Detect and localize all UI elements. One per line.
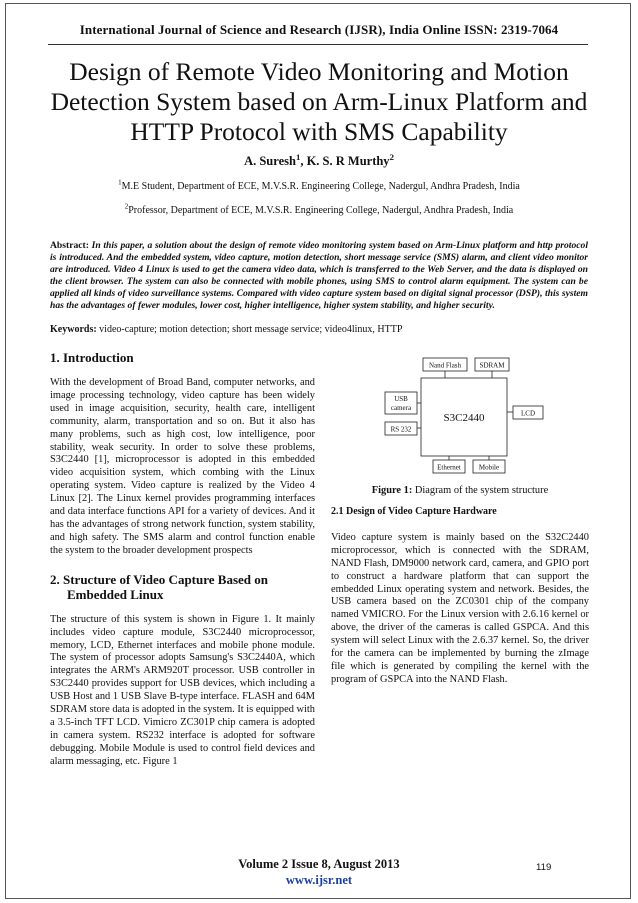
diagram-label-lcd: LCD (521, 409, 535, 418)
figure-1-caption-text: Diagram of the system structure (414, 485, 549, 496)
keywords (50, 324, 588, 335)
diagram-label-rs232: RS 232 (390, 425, 412, 434)
section-hardware-text: Video capture system is mainly based on the S32C2440 microprocessor, which is connected with the SDRAM, NAND Flash, DM9000 network card, camera, and GPIO port to construct a hardware platform that can support the embedded Linux operating system and network. Besides, the USB camera based on the ZC0301 chip of the company named VMICRO. For the Linux version with 2.6.16 kernel or above, the driver of the cameras is called GSPCA. And this system will select Linux with the 2.6.37 kernel. So, the driver for the camera can be implemented by burning the zImage file which is generated by compiling the kernel with the program of GSPCA into the NAND Flash. (331, 531, 589, 685)
author-2: K. S. R Murthy (306, 154, 390, 168)
figure-1-caption (331, 485, 589, 496)
footer-volume: Volume 2 Issue 8, August 2013 (238, 857, 400, 871)
section-introduction-text: With the development of Broad Band, computer networks, and image processing technology, video capture has been widely used in image acquisition, security, health care, intelligent community, alarm, transportation and so on. But it also has many problems, such as high cost, low intelligence, poor stability, weak security. In order to solve these problems, S3C2440 [1], microprocessor is adopted in this embedded video acquisition system, which combing with the Linux operating system. Video capture is realized by the Video 4 Linux [2]. The Linux kernel provides programming interfaces and data interface functions API for a variety of devices. And it has the advantages of strong network function, system stability, and high safety. The SMS alarm and control function enable the system to the broader development prospects (50, 377, 315, 556)
affiliation-2-text: Professor, Department of ECE, M.V.S.R. Engineering College, Nadergul, Andhra Pradesh, India (128, 205, 514, 216)
right-column (331, 506, 589, 701)
diagram-label-ethernet: Ethernet (437, 463, 461, 472)
abstract (50, 240, 588, 313)
section-structure-text: The structure of this system is shown in Figure 1. It mainly includes video capture module, S3C2440 microprocessor, memory, LCD, Ethernet interfaces and mobile phone module. The system of processor adopts Samsung's S3C2440A, which integrates the ARM's ARM920T processor. USB controller in S3C2440 provides support for USB devices, which including a USB Host and 1 USB Slave B-type interface. FLASH and 64M SDRAM store data is adopted in the system. It is equipped with a 3.5-inch TFT LCD. Vimicro ZC301P chip camera is adopted in camera system. RS232 interface is adopted for software debugging. Mobile Module is used to control field devices and alarm messaging, etc. Figure 1 (50, 613, 315, 767)
author-2-sup: 2 (389, 151, 394, 162)
section-structure-heading: 2. Structure of Video Capture Based on Embedded Linux (50, 571, 268, 602)
affiliation-2-sup: 2 (124, 202, 129, 211)
paper-title: Design of Remote Video Monitoring and Motion Detection System based on Arm-Linux Platform and HTTP Protocol with SMS Capability (50, 57, 588, 146)
affiliation-1 (0, 178, 638, 192)
author-separator: , (300, 154, 307, 168)
affiliation-1-text: M.E Student, Department of ECE, M.V.S.R. Engineering College, Nadergul, Andhra Pradesh, India (121, 181, 520, 192)
journal-header: International Journal of Science and Research (IJSR), India Online ISSN: 2319-7064 (79, 22, 559, 37)
figure-1-label: Figure 1: (371, 485, 413, 496)
header-rule (48, 44, 588, 45)
page-number: 119 (536, 862, 552, 873)
abstract-label: Abstract: (50, 240, 89, 251)
diagram-label-camera: camera (390, 404, 412, 412)
diagram-label-nand-flash: Nand Flash (428, 361, 462, 370)
diagram-label-mobile: Mobile (478, 463, 500, 472)
section-introduction-heading: 1. Introduction (50, 350, 134, 365)
left-column (50, 350, 315, 783)
keywords-label: Keywords: (50, 324, 97, 335)
author-1: A. Suresh (244, 154, 296, 168)
diagram-label-cpu: S3C2440 (443, 412, 485, 424)
diagram-label-usb: USB (394, 395, 408, 403)
system-structure-diagram (383, 356, 563, 476)
authors (0, 151, 638, 169)
abstract-text: In this paper, a solution about the design of remote video monitoring system based on Arm-Linux platform and http protocol is introduced. And the embedded system, video capture, motion detection, short message service (SMS) alarm, and client video monitor are introduced. Video 4 Linux is used to get the camera video data, which is transferred to the Web Server, and the data is displayed on the client browser. The system can also be connected with mobile phones, using SMS to control alarm equipment. The system can be applied all kinds of video surveillance systems. Compared with video capture system based on digital signal processor (DSP), this system has the advantages of fewer modules, lower cost, higher intelligence, higher system stability, and higher security. (50, 240, 588, 312)
keywords-text: video-capture; motion detection; short message service; video4linux, HTTP (99, 324, 403, 335)
author-1-sup: 1 (295, 151, 301, 162)
affiliation-2 (0, 202, 638, 216)
affiliation-1-sup: 1 (118, 178, 122, 187)
diagram-label-sdram: SDRAM (479, 361, 505, 370)
section-hardware-heading: 2.1 Design of Video Capture Hardware (331, 506, 497, 517)
footer-url[interactable]: www.ijsr.net (285, 873, 353, 887)
